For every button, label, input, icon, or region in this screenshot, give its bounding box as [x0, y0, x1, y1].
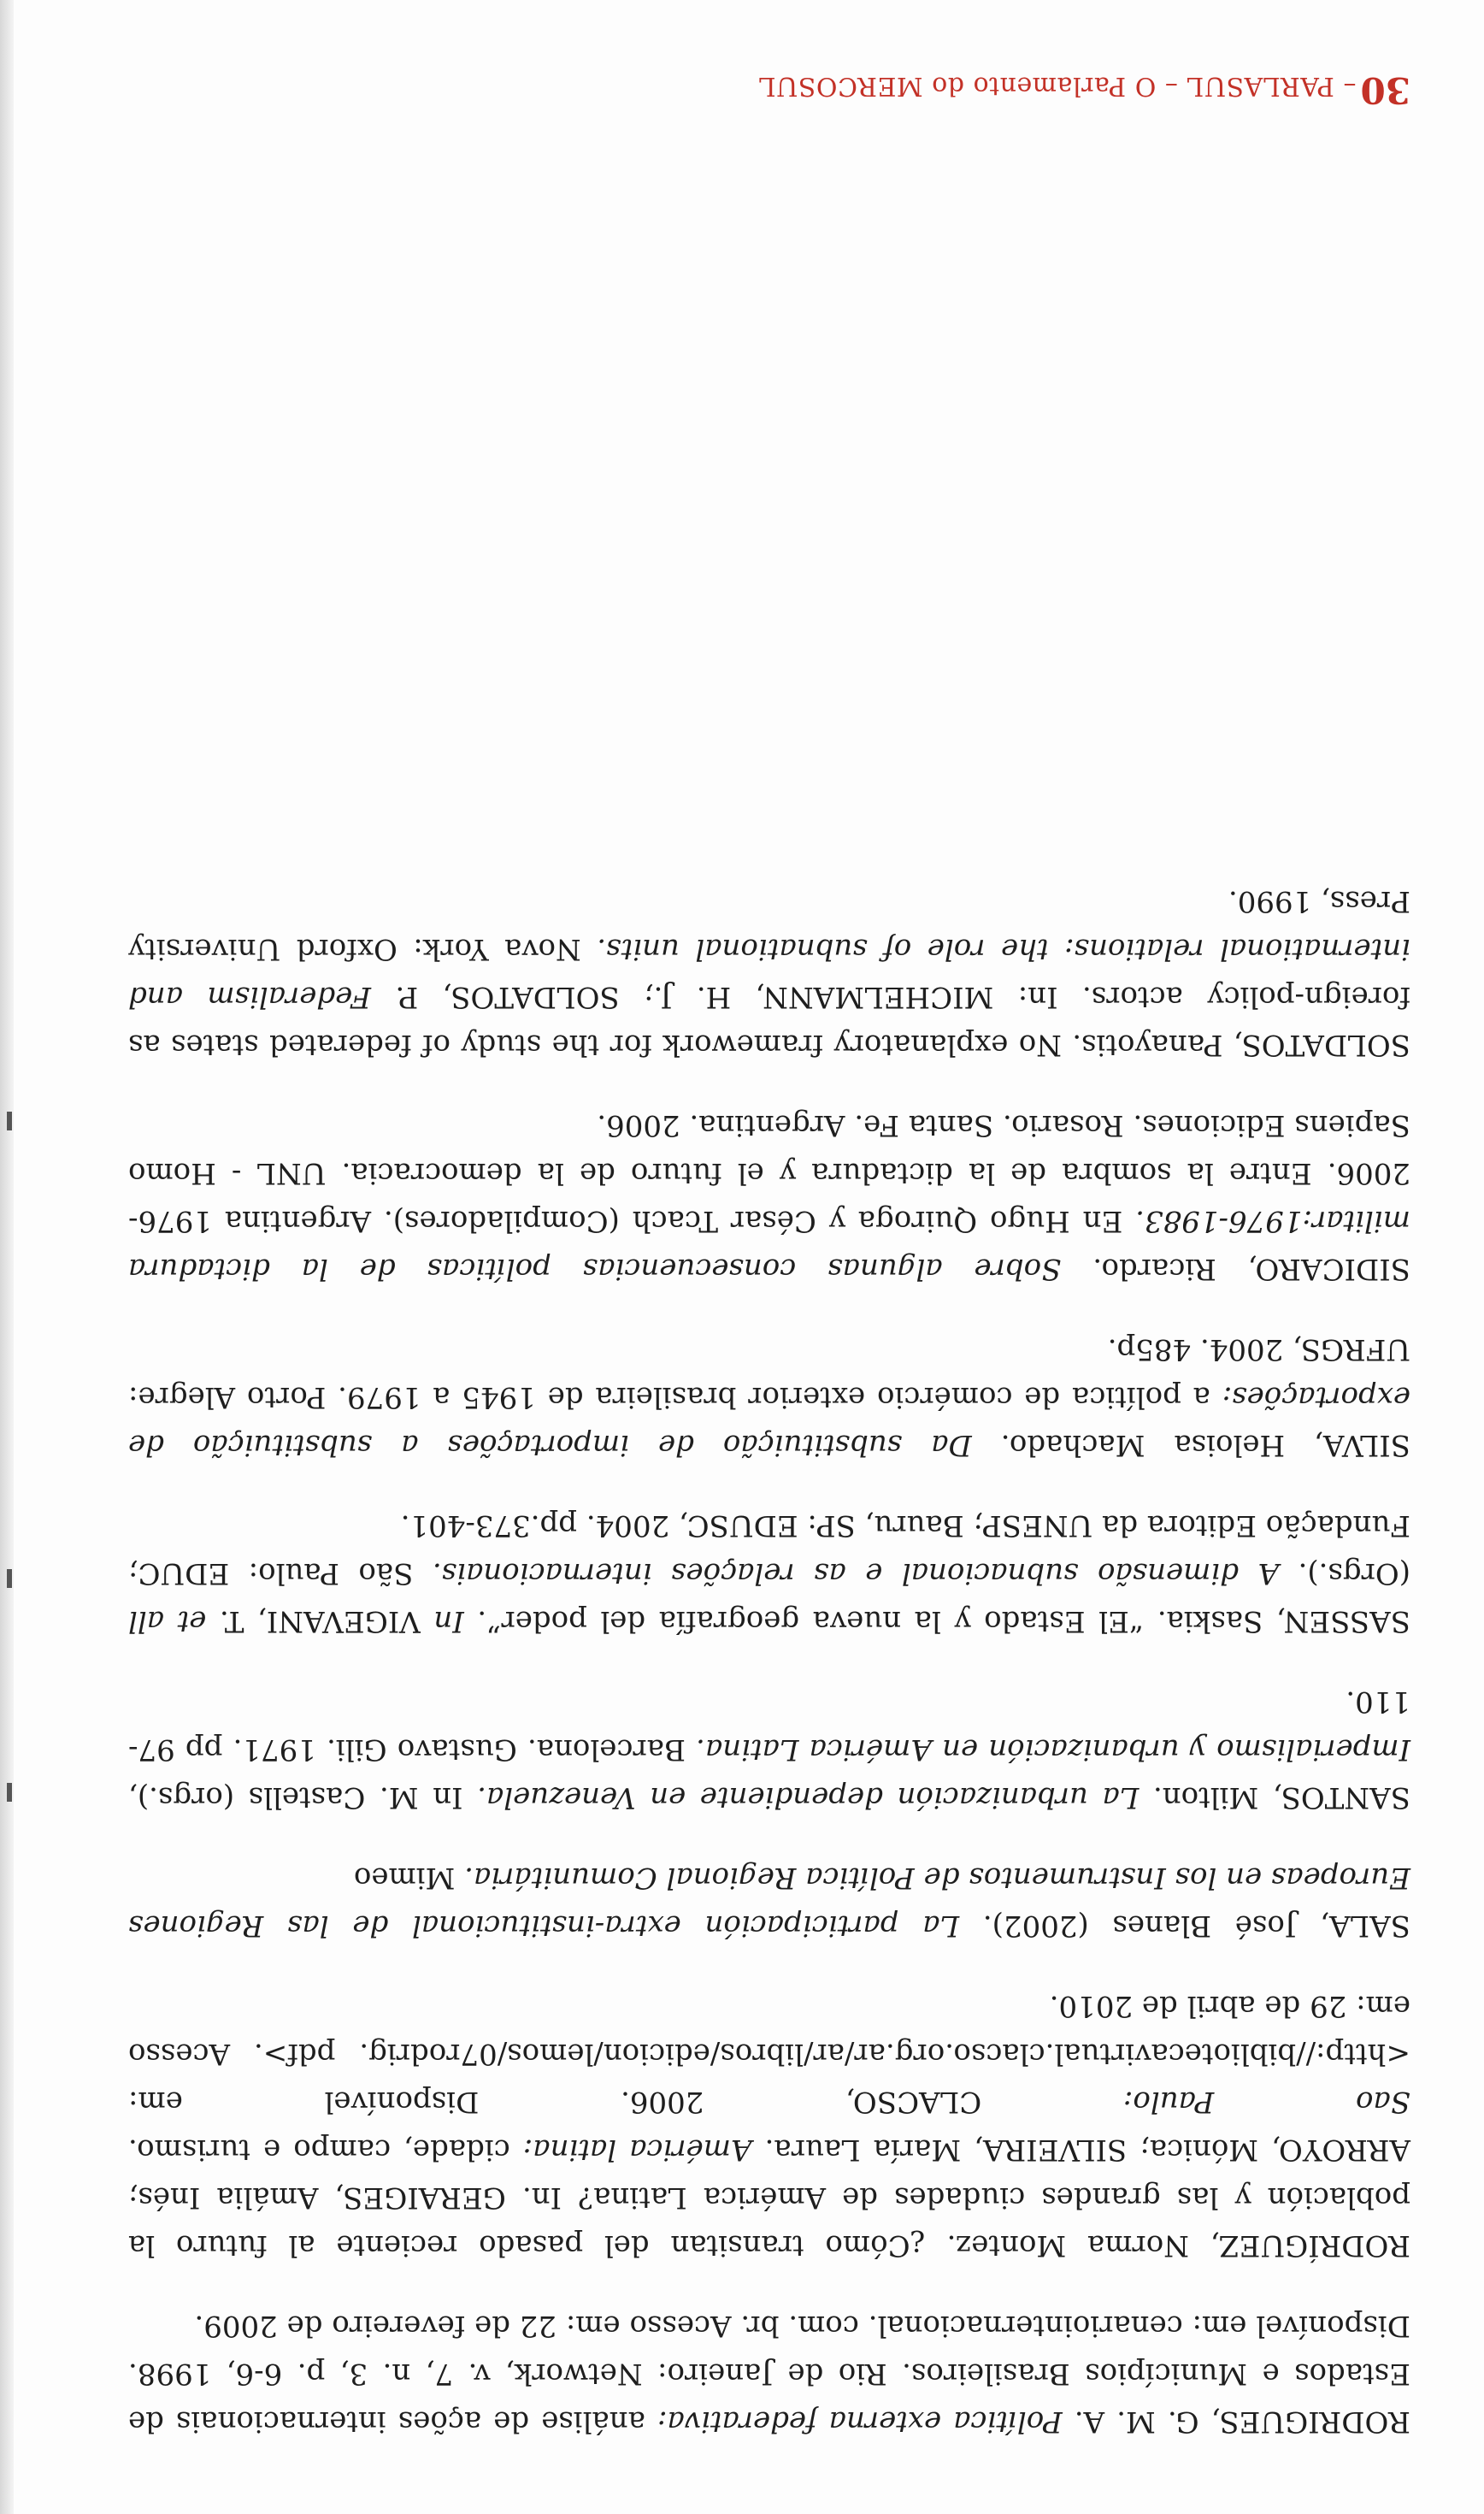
reference-title-text: Federalism and international relations: the role of subnational units.: [128, 932, 1410, 1014]
reference-text: SIDICARO, Ricardo.: [1061, 1252, 1410, 1286]
running-title: – PARLASUL – O Parlamento do MERCOSUL: [758, 71, 1357, 101]
reference-list: [128, 188, 1410, 2446]
binding-mark: [7, 1112, 12, 1130]
reference-text: RODRIGUES, G. M. A.: [1062, 2405, 1410, 2439]
reference-text: cidade, campo e turismo.: [128, 2133, 523, 2167]
rotated-content: [128, 51, 1410, 2446]
reference-title-text: Imperialismo y urbanización en América Latina.: [696, 1732, 1410, 1767]
reference-text: RODRÍGUEZ, Norma Montez. ¿Cómo transitan del pasado reciente al futuro la población y las grandes ciudades de América Latina? In. GERAIGES, Amália Inés; ARROYO, Mónica; SILVEIRA, María Laura.: [128, 2133, 1410, 2263]
reference-entry: [128, 1982, 1410, 2269]
reference-text: a política de comércio exterior brasileira de 1945 a 1979. Porto Alegre: UFRGS, 2004. 485p.: [128, 1332, 1410, 1414]
reference-text: En Hugo Quiroga y César Tcach (Compiladores). Argentina 1976- 2006. Entre la sombra de la dictadura y el futuro de la democracia. UNL - Homo Sapiens Ediciones. Rosario. Santa Fe. Argentina. 2006.: [128, 1108, 1410, 1238]
reference-entry: [128, 1854, 1410, 1950]
reference-text: Nova York: Oxford University Press, 1990.: [128, 884, 1410, 966]
reference-text: In M. Castells (orgs.),: [128, 1780, 478, 1815]
reference-text: análise de ações internacionais de Estados e Municípios Brasileiros. Rio de Janeiro: Network, v. 7, n. 3, p. 6-6, 1998. Disponível em: cenariointernacional. com. br. Acesso em: 22 de fevereiro de 2009.: [128, 2309, 1410, 2439]
reference-title-text: Sao Paulo:: [1122, 2085, 1410, 2119]
reference-entry: [128, 877, 1410, 1069]
reference-text: SILVA, Heloisa Machado.: [971, 1428, 1410, 1462]
reference-title-text: Política externa federativa:: [657, 2405, 1063, 2439]
reference-text: São Paulo: EDUC; Fundação Editora da UNESP; Bauru, SP: EDUSC, 2004. pp.373-401.: [128, 1508, 1410, 1590]
binding-mark: [7, 1783, 12, 1802]
reference-text: SASSEN, Saskia. “El Estado y la nueva geografía del poder”.: [463, 1604, 1410, 1638]
reference-text: SANTOS, Milton.: [1139, 1780, 1410, 1815]
reference-text: CLACSO, 2006. Disponível em: <http://bibliotecavirtual.clacso.org.ar/ar/libros/edicion/lemos/07rodrig. pdf>. Acesso em: 29 de abril de 2010.: [128, 1989, 1410, 2119]
page-number: 30: [1360, 69, 1410, 111]
reference-text: SOLDATOS, Panayotis. No explanatory framework for the study of federated states as foreign-policy actors. In: MICHELMANN, H. J.; SOLDATOS, P.: [128, 980, 1410, 1062]
binding-edge: [0, 0, 14, 2514]
reference-text: Barcelona. Gustavo Gili. 1971. pp 97-110.: [128, 1685, 1410, 1767]
reference-entry: [128, 1502, 1410, 1645]
reference-entry: [128, 1325, 1410, 1469]
reference-title-text: América latina:: [522, 2133, 752, 2167]
reference-text: SALA, José Blanes (2002).: [959, 1909, 1410, 1943]
reference-title-text: A dimensão subnacional e as relações internacionais.: [432, 1556, 1280, 1590]
reference-title-text: Da substituição de importações a substituição de exportações:: [128, 1380, 1410, 1462]
page-footer: [128, 60, 1410, 111]
reference-text: (Orgs.).: [1279, 1556, 1410, 1590]
reference-title-text: La participación extra-institucional de las Regiones Europeas en los Instrumentos de Política Regional Comunitária.: [128, 1861, 1410, 1943]
reference-text: Mimeo: [353, 1861, 465, 1895]
reference-entry: [128, 2302, 1410, 2446]
reference-title-text: et all: [128, 1604, 207, 1638]
reference-entry: [128, 1678, 1410, 1821]
binding-mark: [7, 1569, 12, 1588]
reference-title-text: La urbanización dependiente en Venezuela.: [477, 1780, 1140, 1815]
reference-title-text: Sobre algunas consecuencias políticas de la dictadura militar:1976-1983.: [128, 1204, 1410, 1286]
reference-text: VIGEVANI, T.: [206, 1604, 434, 1638]
reference-title-text: In: [433, 1604, 464, 1638]
reference-entry: [128, 1101, 1410, 1293]
